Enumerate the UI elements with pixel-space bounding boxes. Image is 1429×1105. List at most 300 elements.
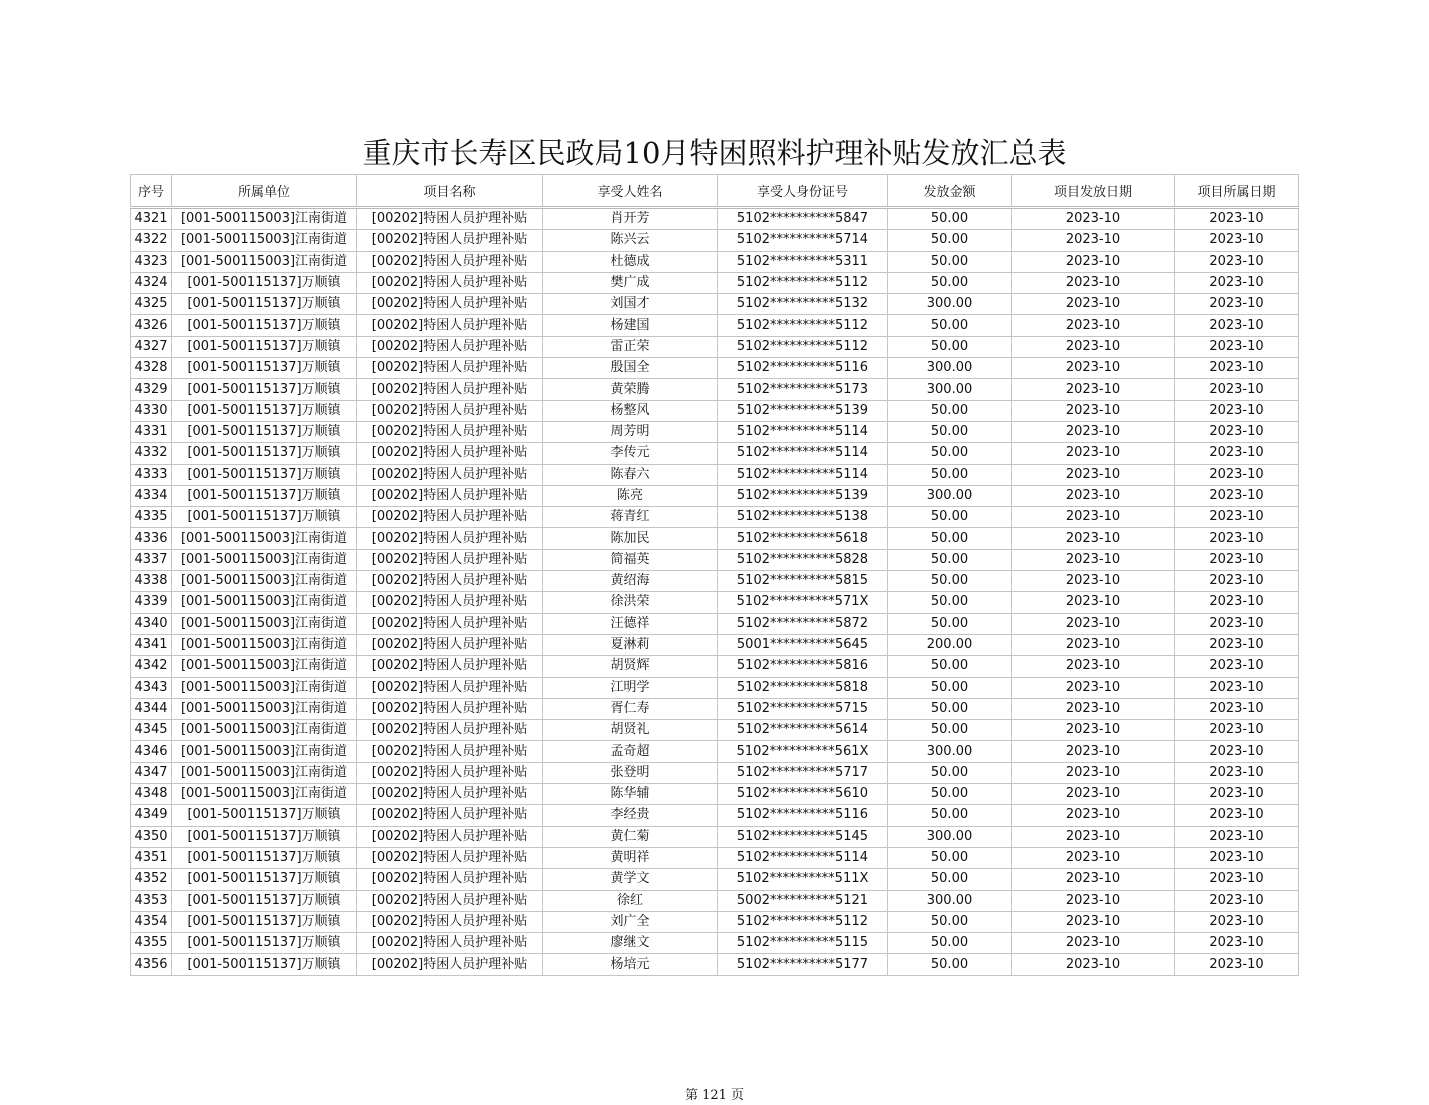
cell-payout-date: 2023-10 [1012,251,1175,272]
cell-project: [00202]特困人员护理补贴 [357,634,543,655]
cell-period-date: 2023-10 [1175,933,1299,954]
cell-index: 4356 [131,954,172,975]
cell-project: [00202]特困人员护理补贴 [357,485,543,506]
cell-amount: 50.00 [888,421,1012,442]
cell-payout-date: 2023-10 [1012,613,1175,634]
cell-id-number: 5102**********5715 [718,698,888,719]
table-row [131,336,1299,357]
cell-name: 张登明 [543,762,718,783]
cell-index: 4322 [131,230,172,251]
cell-period-date: 2023-10 [1175,549,1299,570]
cell-id-number: 5102**********5116 [718,358,888,379]
cell-period-date: 2023-10 [1175,294,1299,315]
cell-index: 4335 [131,507,172,528]
cell-index: 4325 [131,294,172,315]
cell-payout-date: 2023-10 [1012,656,1175,677]
cell-unit: [001-500115003]江南街道 [172,698,357,719]
cell-period-date: 2023-10 [1175,805,1299,826]
cell-amount: 50.00 [888,528,1012,549]
table-row [131,933,1299,954]
table-row [131,762,1299,783]
cell-payout-date: 2023-10 [1012,911,1175,932]
cell-payout-date: 2023-10 [1012,571,1175,592]
cell-payout-date: 2023-10 [1012,741,1175,762]
table-row [131,485,1299,506]
cell-unit: [001-500115003]江南街道 [172,656,357,677]
cell-project: [00202]特困人员护理补贴 [357,571,543,592]
cell-amount: 300.00 [888,485,1012,506]
cell-amount: 50.00 [888,400,1012,421]
cell-payout-date: 2023-10 [1012,954,1175,975]
cell-period-date: 2023-10 [1175,954,1299,975]
cell-amount: 300.00 [888,741,1012,762]
cell-amount: 50.00 [888,847,1012,868]
column-header-amount: 发放金额 [888,175,1012,208]
cell-name: 陈加民 [543,528,718,549]
cell-name: 杨整风 [543,400,718,421]
cell-index: 4330 [131,400,172,421]
cell-id-number: 5102**********5828 [718,549,888,570]
cell-amount: 50.00 [888,592,1012,613]
cell-name: 黄荣腾 [543,379,718,400]
cell-name: 杜德成 [543,251,718,272]
cell-index: 4337 [131,549,172,570]
cell-period-date: 2023-10 [1175,336,1299,357]
cell-index: 4333 [131,464,172,485]
cell-amount: 50.00 [888,336,1012,357]
cell-index: 4350 [131,826,172,847]
column-header-id-number: 享受人身份证号 [718,175,888,208]
table-row [131,677,1299,698]
table-row [131,294,1299,315]
cell-payout-date: 2023-10 [1012,528,1175,549]
cell-unit: [001-500115137]万顺镇 [172,933,357,954]
table-row [131,634,1299,655]
cell-project: [00202]特困人员护理补贴 [357,698,543,719]
cell-period-date: 2023-10 [1175,677,1299,698]
cell-amount: 50.00 [888,911,1012,932]
cell-project: [00202]特困人员护理补贴 [357,847,543,868]
cell-id-number: 5102**********5714 [718,230,888,251]
cell-project: [00202]特困人员护理补贴 [357,400,543,421]
cell-name: 胥仁寿 [543,698,718,719]
cell-amount: 50.00 [888,613,1012,634]
cell-amount: 50.00 [888,762,1012,783]
cell-unit: [001-500115003]江南街道 [172,592,357,613]
cell-name: 李经贵 [543,805,718,826]
cell-unit: [001-500115003]江南街道 [172,528,357,549]
cell-period-date: 2023-10 [1175,869,1299,890]
cell-id-number: 5102**********5717 [718,762,888,783]
cell-id-number: 5102**********561X [718,741,888,762]
cell-amount: 50.00 [888,230,1012,251]
table-row [131,826,1299,847]
cell-unit: [001-500115137]万顺镇 [172,464,357,485]
cell-project: [00202]特困人员护理补贴 [357,507,543,528]
cell-index: 4329 [131,379,172,400]
cell-index: 4326 [131,315,172,336]
cell-period-date: 2023-10 [1175,847,1299,868]
cell-name: 殷国全 [543,358,718,379]
cell-name: 刘广全 [543,911,718,932]
table-row [131,869,1299,890]
cell-id-number: 5102**********5139 [718,400,888,421]
column-header-index: 序号 [131,175,172,208]
cell-id-number: 5102**********5145 [718,826,888,847]
table-row [131,208,1299,230]
cell-amount: 50.00 [888,507,1012,528]
cell-period-date: 2023-10 [1175,230,1299,251]
table-row [131,656,1299,677]
cell-project: [00202]特困人员护理补贴 [357,294,543,315]
cell-unit: [001-500115003]江南街道 [172,784,357,805]
cell-project: [00202]特困人员护理补贴 [357,549,543,570]
cell-unit: [001-500115137]万顺镇 [172,911,357,932]
table-row [131,230,1299,251]
cell-index: 4343 [131,677,172,698]
cell-project: [00202]特困人员护理补贴 [357,741,543,762]
cell-id-number: 5102**********5112 [718,272,888,293]
cell-project: [00202]特困人员护理补贴 [357,592,543,613]
cell-payout-date: 2023-10 [1012,485,1175,506]
cell-amount: 50.00 [888,549,1012,570]
cell-amount: 300.00 [888,358,1012,379]
cell-payout-date: 2023-10 [1012,272,1175,293]
cell-index: 4328 [131,358,172,379]
cell-project: [00202]特困人员护理补贴 [357,336,543,357]
cell-payout-date: 2023-10 [1012,208,1175,230]
cell-payout-date: 2023-10 [1012,805,1175,826]
cell-index: 4351 [131,847,172,868]
cell-index: 4345 [131,720,172,741]
cell-payout-date: 2023-10 [1012,890,1175,911]
cell-index: 4341 [131,634,172,655]
cell-id-number: 5001**********5645 [718,634,888,655]
cell-id-number: 5102**********5114 [718,464,888,485]
cell-payout-date: 2023-10 [1012,315,1175,336]
cell-payout-date: 2023-10 [1012,507,1175,528]
cell-index: 4340 [131,613,172,634]
cell-name: 雷正荣 [543,336,718,357]
cell-period-date: 2023-10 [1175,272,1299,293]
cell-name: 廖继文 [543,933,718,954]
cell-name: 汪德祥 [543,613,718,634]
cell-period-date: 2023-10 [1175,400,1299,421]
cell-id-number: 5102**********5847 [718,208,888,230]
cell-amount: 300.00 [888,890,1012,911]
cell-amount: 50.00 [888,315,1012,336]
cell-payout-date: 2023-10 [1012,762,1175,783]
cell-name: 徐洪荣 [543,592,718,613]
column-header-unit: 所属单位 [172,175,357,208]
cell-unit: [001-500115003]江南街道 [172,720,357,741]
cell-period-date: 2023-10 [1175,358,1299,379]
cell-project: [00202]特困人员护理补贴 [357,954,543,975]
cell-unit: [001-500115137]万顺镇 [172,954,357,975]
cell-id-number: 5102**********5112 [718,336,888,357]
cell-period-date: 2023-10 [1175,528,1299,549]
summary-table [130,174,1299,976]
cell-period-date: 2023-10 [1175,890,1299,911]
cell-unit: [001-500115137]万顺镇 [172,379,357,400]
cell-id-number: 5102**********5112 [718,315,888,336]
cell-id-number: 5102**********5173 [718,379,888,400]
cell-amount: 50.00 [888,954,1012,975]
cell-name: 陈华辅 [543,784,718,805]
cell-id-number: 5102**********5139 [718,485,888,506]
column-header-payout-date: 项目发放日期 [1012,175,1175,208]
cell-id-number: 5102**********5138 [718,507,888,528]
table-row [131,613,1299,634]
cell-unit: [001-500115003]江南街道 [172,208,357,230]
cell-period-date: 2023-10 [1175,507,1299,528]
cell-project: [00202]特困人员护理补贴 [357,358,543,379]
table-row [131,379,1299,400]
table-row [131,847,1299,868]
cell-period-date: 2023-10 [1175,464,1299,485]
cell-project: [00202]特困人员护理补贴 [357,805,543,826]
cell-project: [00202]特困人员护理补贴 [357,272,543,293]
table-row [131,720,1299,741]
cell-period-date: 2023-10 [1175,698,1299,719]
cell-id-number: 5102**********5816 [718,656,888,677]
cell-period-date: 2023-10 [1175,613,1299,634]
table-row [131,954,1299,975]
cell-period-date: 2023-10 [1175,485,1299,506]
cell-project: [00202]特困人员护理补贴 [357,464,543,485]
column-header-project: 项目名称 [357,175,543,208]
cell-index: 4353 [131,890,172,911]
cell-name: 夏淋莉 [543,634,718,655]
cell-payout-date: 2023-10 [1012,443,1175,464]
cell-payout-date: 2023-10 [1012,379,1175,400]
cell-index: 4336 [131,528,172,549]
cell-id-number: 5102**********5815 [718,571,888,592]
cell-name: 黄仁菊 [543,826,718,847]
cell-unit: [001-500115003]江南街道 [172,677,357,698]
cell-index: 4344 [131,698,172,719]
cell-period-date: 2023-10 [1175,784,1299,805]
cell-amount: 50.00 [888,443,1012,464]
cell-amount: 50.00 [888,677,1012,698]
cell-id-number: 5102**********5872 [718,613,888,634]
cell-index: 4352 [131,869,172,890]
cell-project: [00202]特困人员护理补贴 [357,869,543,890]
cell-payout-date: 2023-10 [1012,698,1175,719]
cell-name: 徐红 [543,890,718,911]
cell-name: 杨建国 [543,315,718,336]
cell-amount: 50.00 [888,272,1012,293]
cell-payout-date: 2023-10 [1012,933,1175,954]
cell-id-number: 5102**********571X [718,592,888,613]
cell-project: [00202]特困人员护理补贴 [357,443,543,464]
cell-amount: 50.00 [888,208,1012,230]
cell-project: [00202]特困人员护理补贴 [357,251,543,272]
table-row [131,741,1299,762]
cell-unit: [001-500115003]江南街道 [172,549,357,570]
cell-unit: [001-500115137]万顺镇 [172,336,357,357]
cell-amount: 300.00 [888,294,1012,315]
cell-unit: [001-500115003]江南街道 [172,762,357,783]
cell-unit: [001-500115003]江南街道 [172,634,357,655]
cell-period-date: 2023-10 [1175,634,1299,655]
cell-unit: [001-500115003]江南街道 [172,251,357,272]
table-row [131,443,1299,464]
cell-project: [00202]特困人员护理补贴 [357,677,543,698]
cell-project: [00202]特困人员护理补贴 [357,911,543,932]
cell-unit: [001-500115137]万顺镇 [172,400,357,421]
cell-name: 简福英 [543,549,718,570]
cell-project: [00202]特困人员护理补贴 [357,230,543,251]
cell-period-date: 2023-10 [1175,762,1299,783]
cell-unit: [001-500115137]万顺镇 [172,315,357,336]
table-row [131,571,1299,592]
cell-amount: 50.00 [888,571,1012,592]
cell-index: 4324 [131,272,172,293]
cell-period-date: 2023-10 [1175,592,1299,613]
header-row [131,175,1299,208]
cell-period-date: 2023-10 [1175,720,1299,741]
cell-payout-date: 2023-10 [1012,826,1175,847]
cell-index: 4331 [131,421,172,442]
cell-period-date: 2023-10 [1175,443,1299,464]
table-row [131,464,1299,485]
cell-id-number: 5002**********5121 [718,890,888,911]
cell-period-date: 2023-10 [1175,251,1299,272]
cell-payout-date: 2023-10 [1012,400,1175,421]
cell-payout-date: 2023-10 [1012,720,1175,741]
page-title: 重庆市长寿区民政局10月特困照料护理补贴发放汇总表 [362,136,1067,170]
cell-payout-date: 2023-10 [1012,784,1175,805]
cell-name: 樊广成 [543,272,718,293]
cell-id-number: 5102**********5114 [718,421,888,442]
cell-name: 孟奇超 [543,741,718,762]
cell-payout-date: 2023-10 [1012,634,1175,655]
cell-period-date: 2023-10 [1175,421,1299,442]
cell-period-date: 2023-10 [1175,656,1299,677]
cell-period-date: 2023-10 [1175,571,1299,592]
cell-period-date: 2023-10 [1175,315,1299,336]
cell-project: [00202]特困人员护理补贴 [357,826,543,847]
cell-unit: [001-500115137]万顺镇 [172,507,357,528]
cell-amount: 200.00 [888,634,1012,655]
column-header-period-date: 项目所属日期 [1175,175,1299,208]
table-row [131,890,1299,911]
cell-name: 黄学文 [543,869,718,890]
table-row [131,251,1299,272]
cell-unit: [001-500115137]万顺镇 [172,294,357,315]
cell-name: 胡贤辉 [543,656,718,677]
cell-amount: 50.00 [888,805,1012,826]
cell-name: 陈亮 [543,485,718,506]
cell-project: [00202]特困人员护理补贴 [357,208,543,230]
table-header [131,175,1299,208]
cell-project: [00202]特困人员护理补贴 [357,315,543,336]
cell-name: 李传元 [543,443,718,464]
cell-id-number: 5102**********5177 [718,954,888,975]
cell-name: 蒋青红 [543,507,718,528]
cell-project: [00202]特困人员护理补贴 [357,784,543,805]
cell-unit: [001-500115137]万顺镇 [172,890,357,911]
cell-id-number: 5102**********5311 [718,251,888,272]
cell-index: 4349 [131,805,172,826]
cell-amount: 50.00 [888,698,1012,719]
table-body [131,208,1299,976]
cell-payout-date: 2023-10 [1012,230,1175,251]
cell-unit: [001-500115137]万顺镇 [172,421,357,442]
cell-unit: [001-500115003]江南街道 [172,741,357,762]
cell-project: [00202]特困人员护理补贴 [357,720,543,741]
cell-id-number: 5102**********5112 [718,911,888,932]
cell-name: 胡贤礼 [543,720,718,741]
table-row [131,507,1299,528]
cell-unit: [001-500115137]万顺镇 [172,485,357,506]
cell-index: 4327 [131,336,172,357]
cell-unit: [001-500115003]江南街道 [172,230,357,251]
table-row [131,272,1299,293]
table-row [131,400,1299,421]
cell-id-number: 5102**********5132 [718,294,888,315]
table-row [131,805,1299,826]
cell-payout-date: 2023-10 [1012,336,1175,357]
cell-unit: [001-500115137]万顺镇 [172,869,357,890]
cell-index: 4321 [131,208,172,230]
cell-period-date: 2023-10 [1175,911,1299,932]
cell-index: 4339 [131,592,172,613]
cell-project: [00202]特困人员护理补贴 [357,379,543,400]
cell-unit: [001-500115137]万顺镇 [172,826,357,847]
cell-id-number: 5102**********5618 [718,528,888,549]
cell-payout-date: 2023-10 [1012,464,1175,485]
cell-amount: 300.00 [888,826,1012,847]
cell-id-number: 5102**********5116 [718,805,888,826]
cell-index: 4323 [131,251,172,272]
cell-name: 周芳明 [543,421,718,442]
cell-name: 黄明祥 [543,847,718,868]
cell-project: [00202]特困人员护理补贴 [357,762,543,783]
cell-name: 杨培元 [543,954,718,975]
cell-amount: 50.00 [888,251,1012,272]
cell-project: [00202]特困人员护理补贴 [357,528,543,549]
cell-payout-date: 2023-10 [1012,421,1175,442]
cell-index: 4354 [131,911,172,932]
cell-unit: [001-500115137]万顺镇 [172,805,357,826]
cell-project: [00202]特困人员护理补贴 [357,421,543,442]
table-row [131,315,1299,336]
cell-index: 4346 [131,741,172,762]
cell-unit: [001-500115137]万顺镇 [172,272,357,293]
cell-index: 4355 [131,933,172,954]
cell-id-number: 5102**********5114 [718,443,888,464]
cell-index: 4348 [131,784,172,805]
cell-payout-date: 2023-10 [1012,677,1175,698]
cell-unit: [001-500115137]万顺镇 [172,358,357,379]
table-row [131,549,1299,570]
cell-period-date: 2023-10 [1175,741,1299,762]
column-header-name: 享受人姓名 [543,175,718,208]
cell-unit: [001-500115003]江南街道 [172,613,357,634]
cell-amount: 50.00 [888,720,1012,741]
cell-amount: 50.00 [888,869,1012,890]
cell-unit: [001-500115137]万顺镇 [172,847,357,868]
cell-index: 4338 [131,571,172,592]
cell-amount: 50.00 [888,784,1012,805]
cell-id-number: 5102**********511X [718,869,888,890]
table-row [131,528,1299,549]
cell-payout-date: 2023-10 [1012,294,1175,315]
cell-payout-date: 2023-10 [1012,358,1175,379]
cell-name: 刘国才 [543,294,718,315]
